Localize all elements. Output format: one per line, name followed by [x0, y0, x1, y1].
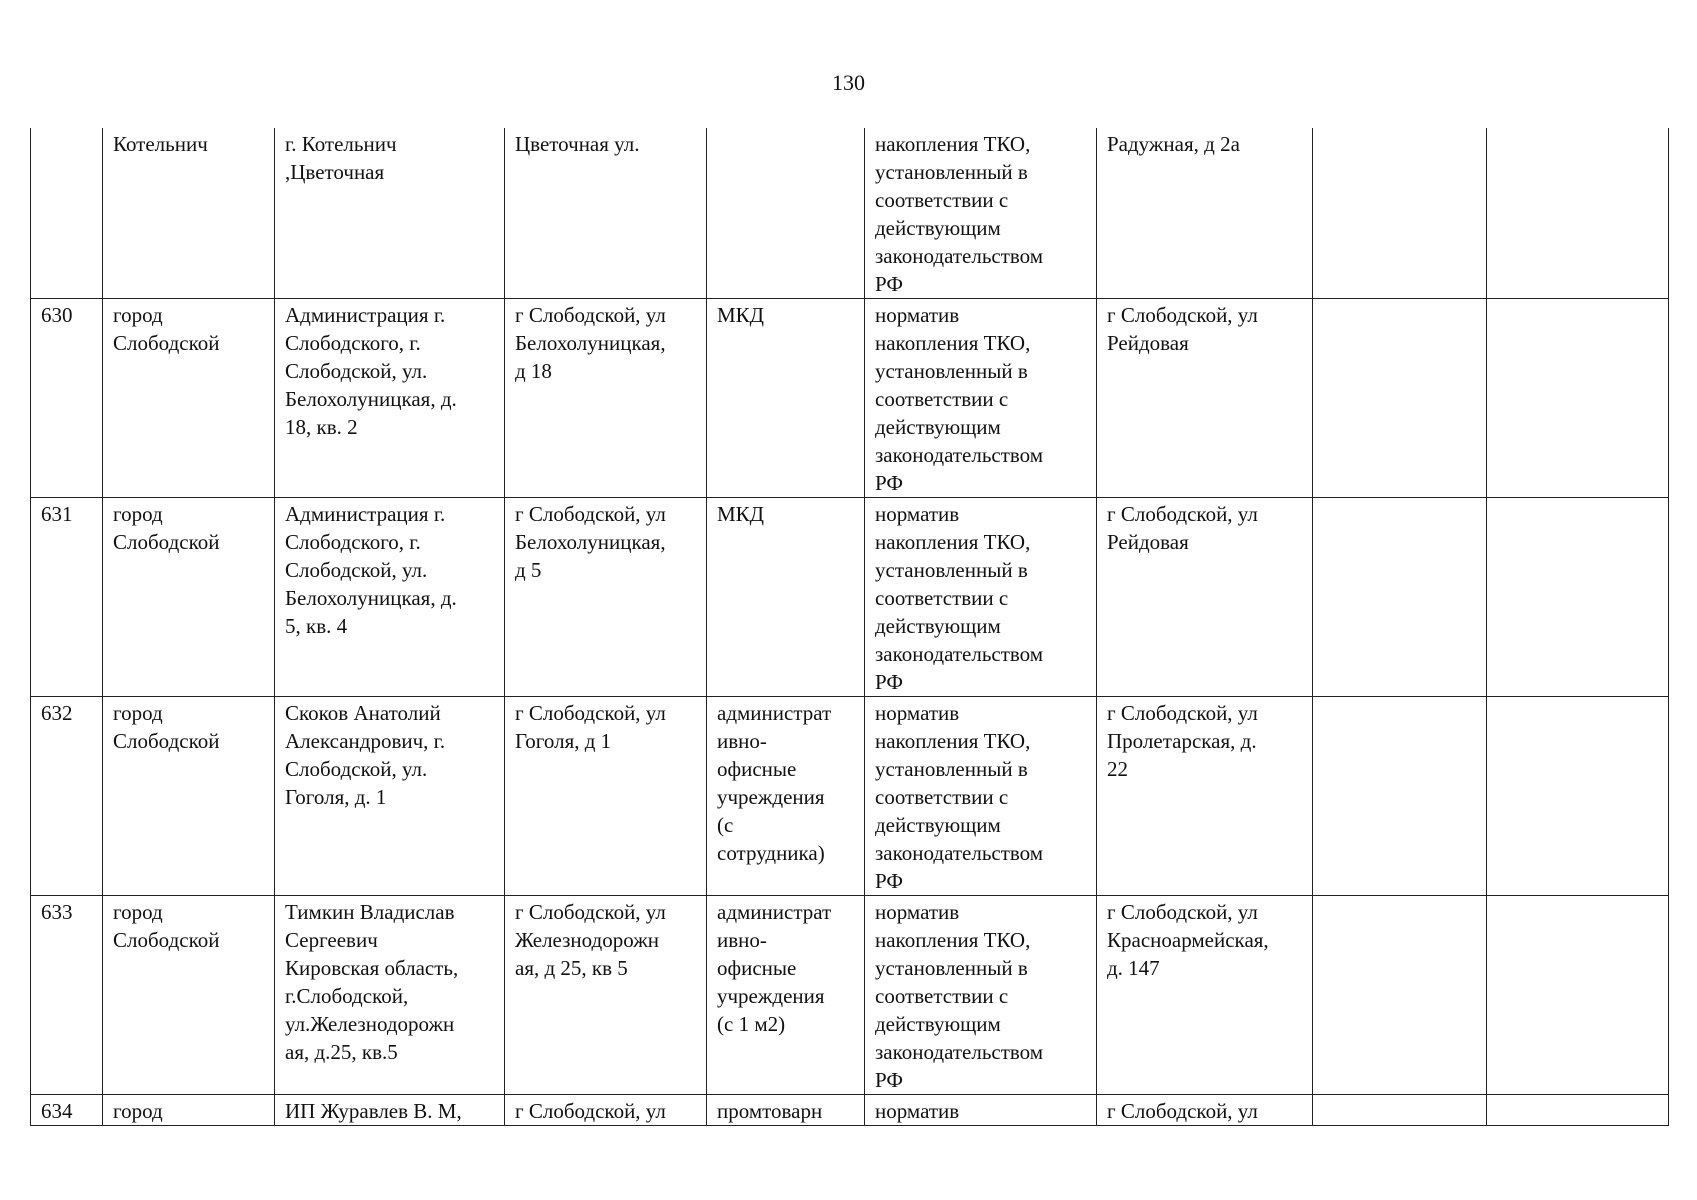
cell-settlement: город Слободской: [103, 896, 275, 1095]
cell-extra-2: [1487, 299, 1669, 498]
cell-extra-1: [1313, 299, 1487, 498]
cell-number: 631: [31, 498, 103, 697]
cell-owner: ИП Журавлев В. М,: [275, 1095, 505, 1126]
cell-extra-1: [1313, 1095, 1487, 1126]
cell-number: 633: [31, 896, 103, 1095]
cell-number: 630: [31, 299, 103, 498]
cell-owner: Скоков Анатолий Александрович, г. Слободской, ул. Гоголя, д. 1: [275, 697, 505, 896]
cell-settlement: город Слободской: [103, 299, 275, 498]
cell-settlement: город: [103, 1095, 275, 1126]
cell-settlement: Котельнич: [103, 128, 275, 299]
cell-extra-2: [1487, 697, 1669, 896]
cell-object-type: промтоварн: [707, 1095, 865, 1126]
cell-address: г Слободской, ул Гоголя, д 1: [505, 697, 707, 896]
cell-extra-1: [1313, 697, 1487, 896]
cell-site: г Слободской, ул: [1097, 1095, 1313, 1126]
cell-site: г Слободской, ул Рейдовая: [1097, 498, 1313, 697]
table-row: [31, 896, 1669, 1095]
cell-object-type: [707, 128, 865, 299]
cell-address: г Слободской, ул Белохолуницкая, д 18: [505, 299, 707, 498]
table-row: [31, 498, 1669, 697]
cell-extra-2: [1487, 896, 1669, 1095]
cell-extra-1: [1313, 498, 1487, 697]
cell-norm: норматив накопления ТКО, установленный в соответствии с действующим законодательством РФ: [865, 697, 1097, 896]
cell-norm: норматив накопления ТКО, установленный в соответствии с действующим законодательством РФ: [865, 896, 1097, 1095]
cell-address: г Слободской, ул Железнодорожн ая, д 25, кв 5: [505, 896, 707, 1095]
table-row: [31, 299, 1669, 498]
page-number: 130: [832, 70, 865, 95]
cell-owner: Администрация г. Слободского, г. Слободской, ул. Белохолуницкая, д. 18, кв. 2: [275, 299, 505, 498]
cell-norm: норматив накопления ТКО, установленный в соответствии с действующим законодательством РФ: [865, 299, 1097, 498]
cell-settlement: город Слободской: [103, 498, 275, 697]
cell-address: г Слободской, ул: [505, 1095, 707, 1126]
cell-site: г Слободской, ул Рейдовая: [1097, 299, 1313, 498]
cell-extra-1: [1313, 896, 1487, 1095]
cell-extra-2: [1487, 498, 1669, 697]
registry-table: [30, 128, 1669, 1126]
cell-extra-2: [1487, 128, 1669, 299]
cell-owner: г. Котельнич ,Цветочная: [275, 128, 505, 299]
cell-object-type: МКД: [707, 299, 865, 498]
cell-site: г Слободской, ул Пролетарская, д. 22: [1097, 697, 1313, 896]
cell-object-type: МКД: [707, 498, 865, 697]
cell-number: 634: [31, 1095, 103, 1126]
cell-address: г Слободской, ул Белохолуницкая, д 5: [505, 498, 707, 697]
cell-norm: норматив накопления ТКО, установленный в соответствии с действующим законодательством РФ: [865, 498, 1097, 697]
cell-number: 632: [31, 697, 103, 896]
cell-owner: Тимкин Владислав Сергеевич Кировская область, г.Слободской, ул.Железнодорожн ая, д.25, кв.5: [275, 896, 505, 1095]
cell-number: [31, 128, 103, 299]
table-row: [31, 697, 1669, 896]
table-row: [31, 128, 1669, 299]
cell-owner: Администрация г. Слободского, г. Слободской, ул. Белохолуницкая, д. 5, кв. 4: [275, 498, 505, 697]
cell-settlement: город Слободской: [103, 697, 275, 896]
cell-address: Цветочная ул.: [505, 128, 707, 299]
cell-site: Радужная, д 2а: [1097, 128, 1313, 299]
cell-site: г Слободской, ул Красноармейская, д. 147: [1097, 896, 1313, 1095]
cell-object-type: администрат ивно- офисные учреждения (с 1 м2): [707, 896, 865, 1095]
table-row: [31, 1095, 1669, 1126]
cell-object-type: администрат ивно- офисные учреждения (с сотрудника): [707, 697, 865, 896]
cell-extra-1: [1313, 128, 1487, 299]
cell-norm: накопления ТКО, установленный в соответствии с действующим законодательством РФ: [865, 128, 1097, 299]
cell-norm: норматив: [865, 1095, 1097, 1126]
cell-extra-2: [1487, 1095, 1669, 1126]
